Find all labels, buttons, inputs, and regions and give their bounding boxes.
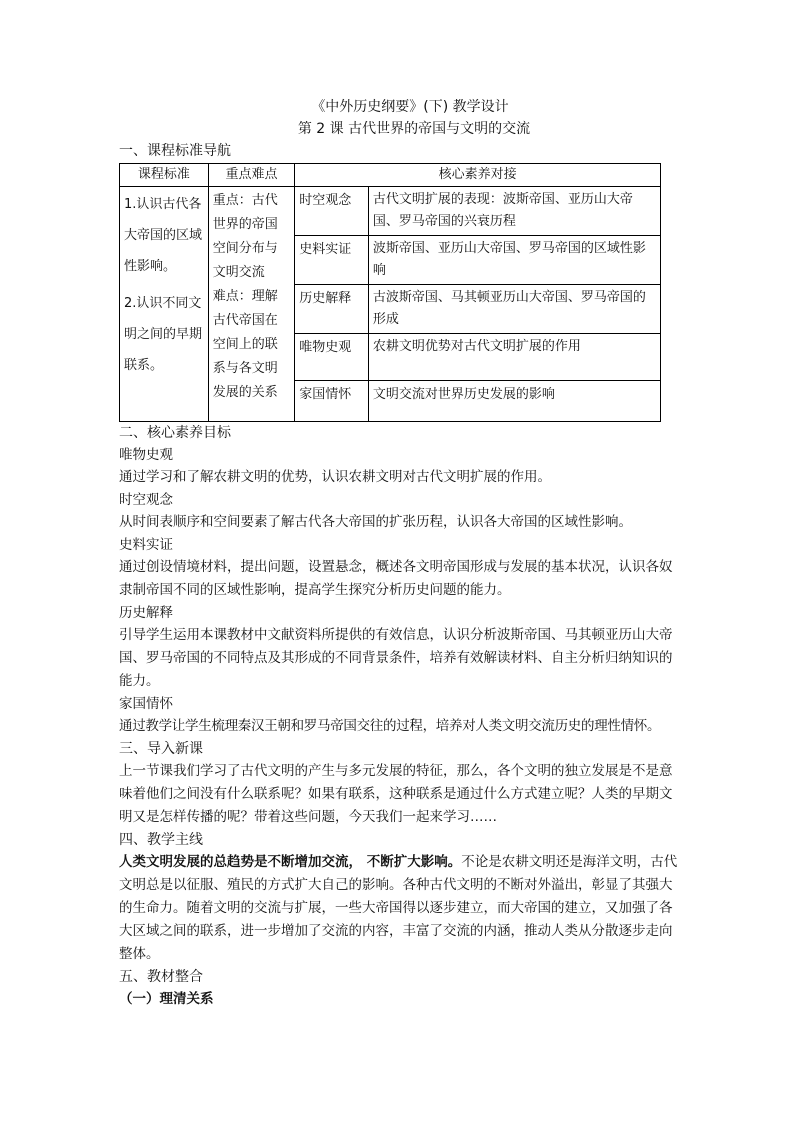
literacy-name: 唯物史观 (295, 334, 369, 381)
goal-text: 从时间表顺序和空间要素了解古代各大帝国的扩张历程，认识各大帝国的区域性影响。 (119, 514, 632, 530)
main-line-paragraph (119, 851, 679, 966)
literacy-desc: 古代文明扩展的表现：波斯帝国、亚历山大帝国、罗马帝国的兴衰历程 (368, 187, 660, 236)
goal-text: 引导学生运用本课教材中文献资料所提供的有效信息，认识分析波斯帝国、马其顿亚历山大帝国、罗马帝国的不同特点及其形成的不同背景条件，培养有效解读材料、自主分析归纳知识的能力。 (119, 627, 673, 689)
table-row (120, 187, 661, 236)
intro-text: 上一节课我们学习了古代文明的产生与多元发展的特征，那么，各个文明的独立发展是不是意味着他们之间没有什么联系呢？如果有联系，这种联系是通过什么方式建立呢？人类的早期文明又是怎样传播的呢？带着这些问题，今天我们一起来学习…… (119, 763, 673, 825)
literacy-desc: 农耕文明优势对古代文明扩展的作用 (368, 334, 660, 381)
doc-title: 《中外历史纲要》(下) 教学设计 (311, 99, 509, 115)
goal-name: 史料实证 (119, 537, 173, 553)
standard-item: 2.认识不同文明之间的早期联系。 (124, 296, 203, 373)
section-heading-1: 一、课程标准导航 (119, 143, 231, 159)
curriculum-table (119, 163, 661, 422)
goal-text: 通过教学让学生梳理秦汉王朝和罗马帝国交往的过程，培养对人类文明交流历史的理性情怀。 (119, 718, 661, 734)
standards-cell (120, 187, 209, 422)
table-header-cell: 重点难点 (208, 164, 295, 187)
subsection-heading: （一）理清关系 (119, 991, 214, 1007)
doc-subtitle: 第 2 课 古代世界的帝国与文明的交流 (297, 121, 531, 137)
main-line-bold: 人类文明发展的总趋势是不断增加交流， 不断扩大影响。 (119, 854, 462, 870)
section-heading-2: 二、核心素养目标 (119, 425, 231, 441)
section-heading-5: 五、教材整合 (119, 969, 203, 985)
goal-name: 唯物史观 (119, 447, 173, 463)
section-heading-3: 三、导入新课 (119, 741, 203, 757)
table-header-cell: 课程标准 (120, 164, 209, 187)
goal-name: 时空观念 (119, 492, 173, 508)
goal-text: 通过学习和了解农耕文明的优势，认识农耕文明对古代文明扩展的作用。 (119, 469, 551, 485)
literacy-name: 家国情怀 (295, 381, 369, 422)
section-heading-4: 四、教学主线 (119, 832, 203, 848)
main-line-text: 不论是农耕文明还是海洋文明，古代文明总是以征服、殖民的方式扩大自己的影响。各种古代文明的不断对外溢出，彰显了其强大的生命力。随着文明的交流与扩展，一些大帝国得以逐步建立，而大帝国的建立，又加强了各大区域之间的联系，进一步增加了交流的内容，丰富了交流的内涵，推动人类从分散逐步走向整体。 (119, 854, 678, 962)
literacy-name: 历史解释 (295, 285, 369, 334)
literacy-name: 史料实证 (295, 236, 369, 285)
literacy-name: 时空观念 (295, 187, 369, 236)
document-page (119, 96, 679, 1010)
table-header-cell: 核心素养对接 (295, 164, 661, 187)
standard-item: 1.认识古代各大帝国的区域性影响。 (124, 197, 203, 274)
literacy-desc: 文明交流对世界历史发展的影响 (368, 381, 660, 422)
goal-name: 家国情怀 (119, 696, 173, 712)
keypoints-cell (208, 187, 295, 422)
goal-name: 历史解释 (119, 605, 173, 621)
table-header-row (120, 164, 661, 187)
literacy-desc: 古波斯帝国、马其顿亚历山大帝国、罗马帝国的形成 (368, 285, 660, 334)
goal-text: 通过创设情境材料，提出问题，设置悬念，概述各文明帝国形成与发展的基本状况，认识各奴隶制帝国不同的区域性影响，提高学生探究分析历史问题的能力。 (119, 559, 673, 598)
keypoints-text: 重点：古代世界的帝国空间分布与文明交流 难点：理解古代帝国在空间上的联系与各文明发展的关系 (212, 193, 278, 400)
literacy-desc: 波斯帝国、亚历山大帝国、罗马帝国的区域性影响 (368, 236, 660, 285)
